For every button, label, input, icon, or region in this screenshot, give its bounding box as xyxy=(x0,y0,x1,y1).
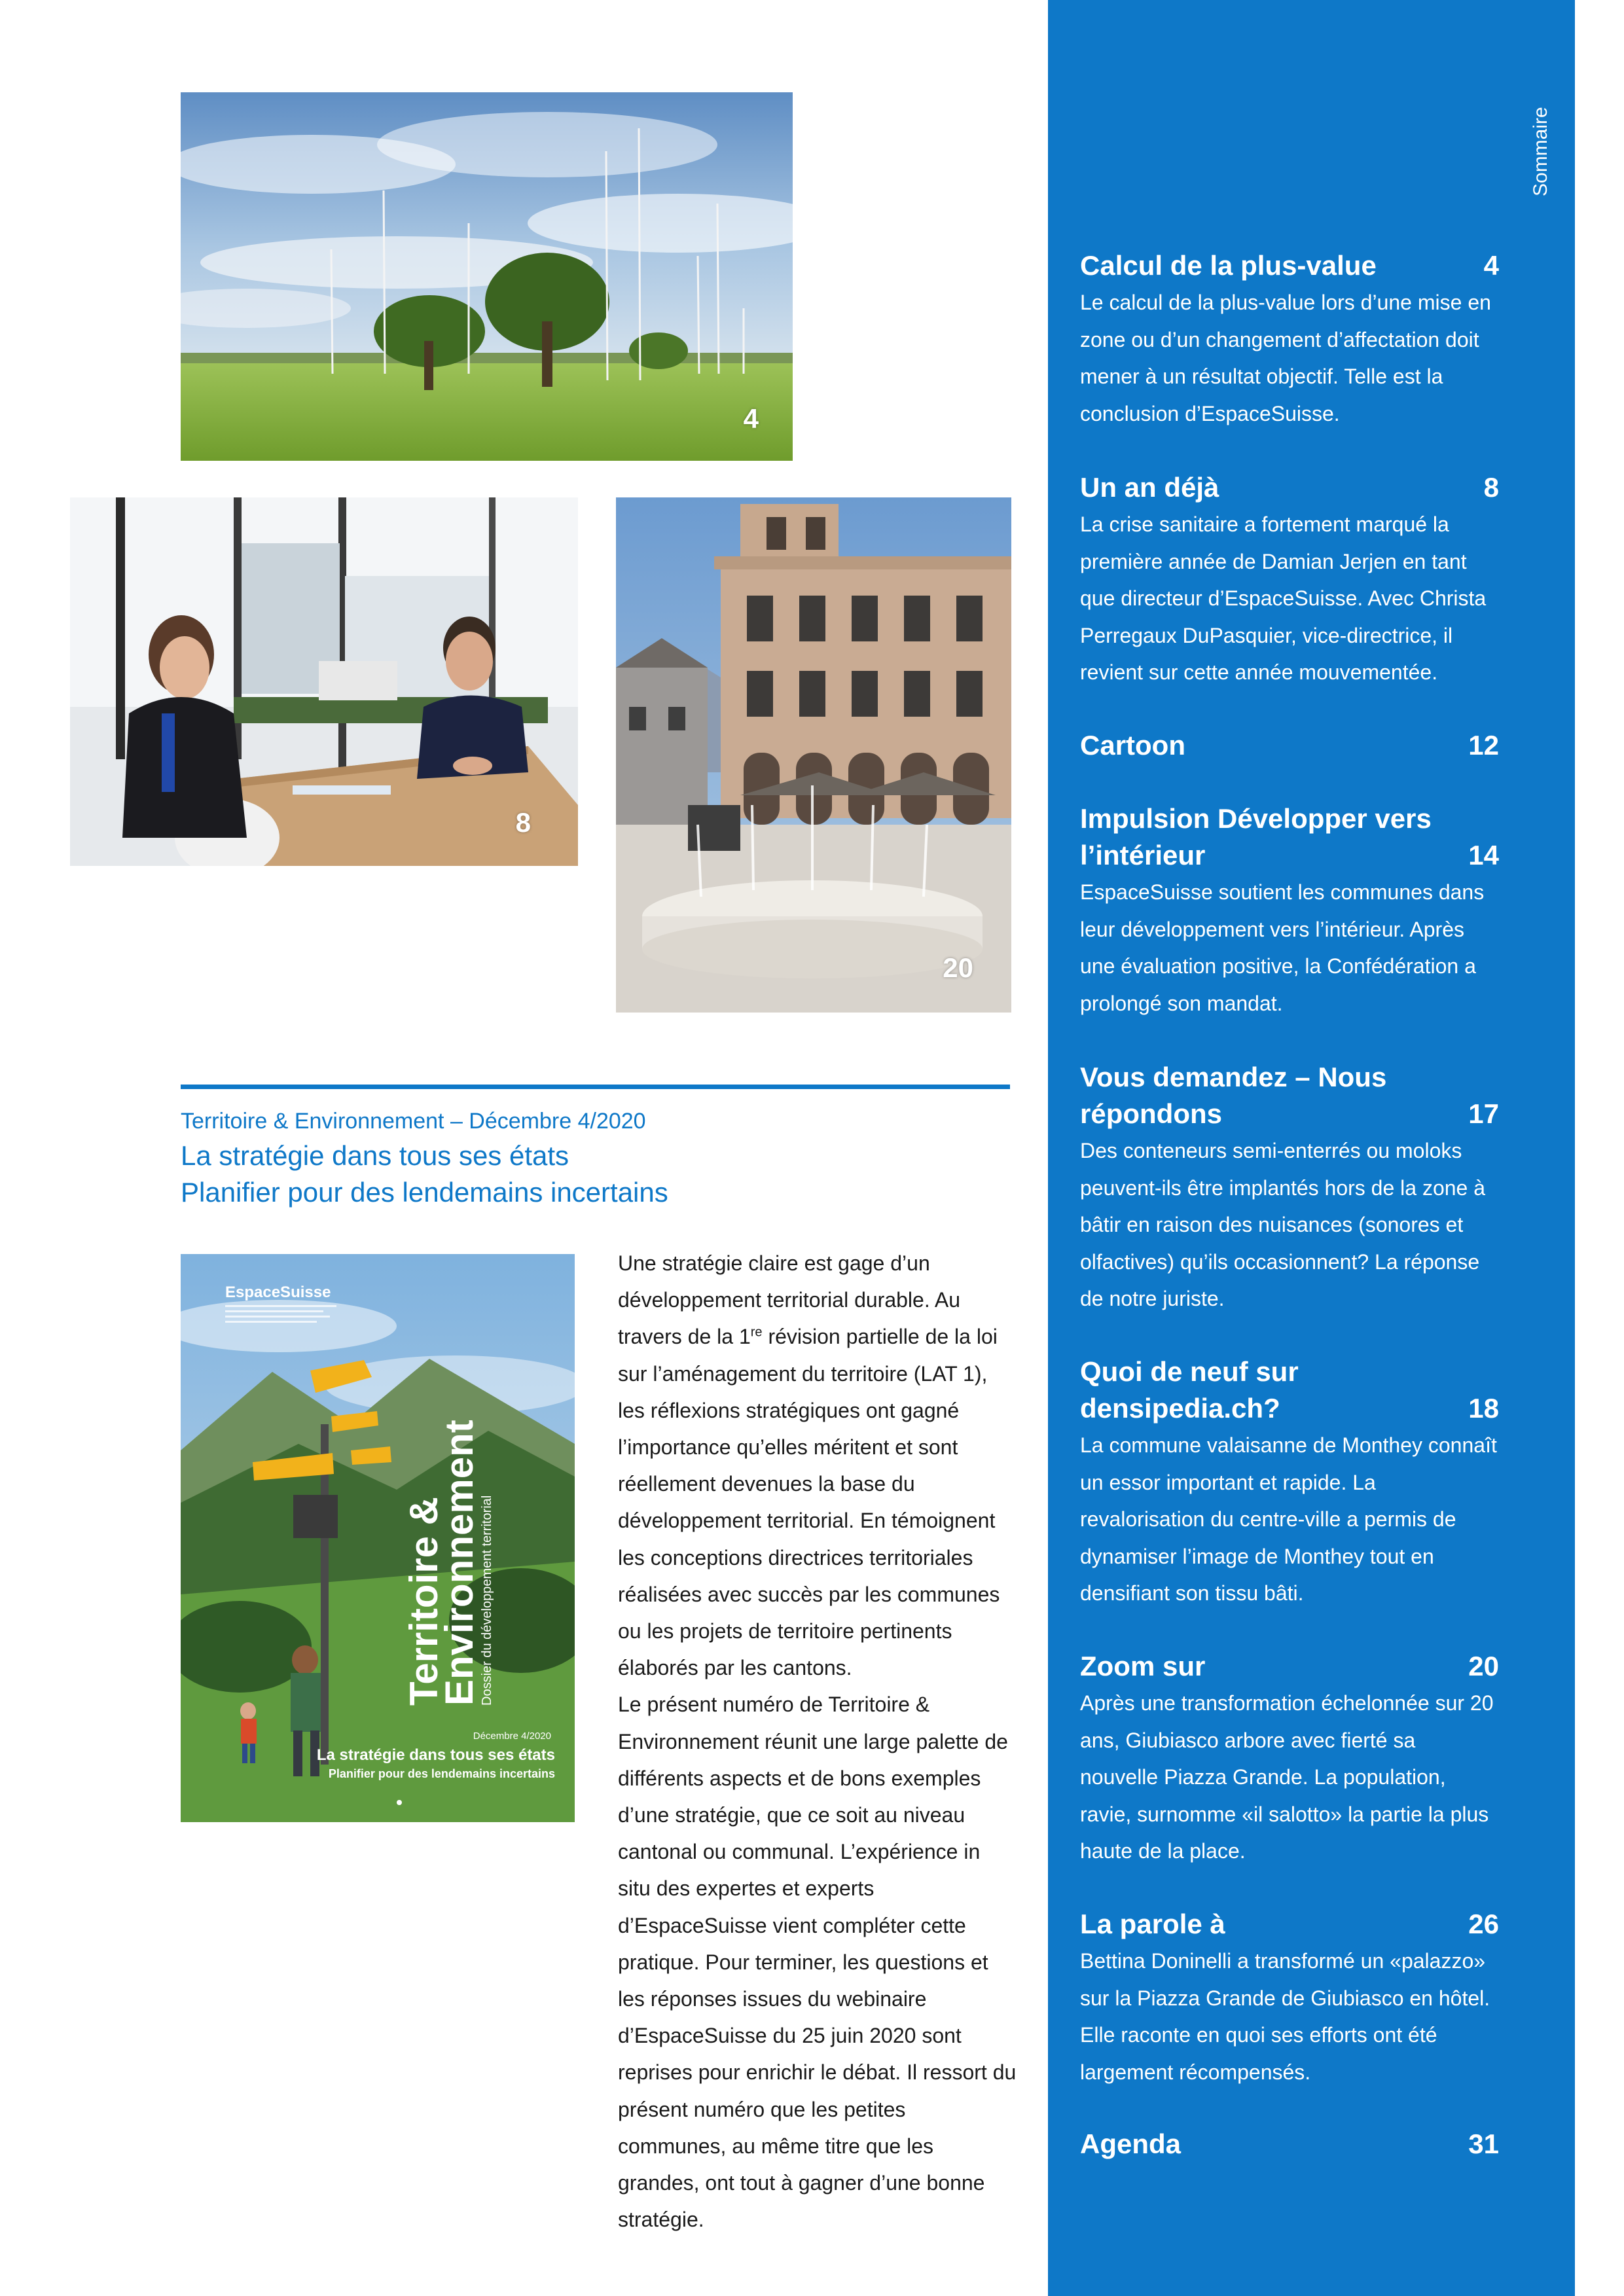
toc-description: EspaceSuisse soutient les communes dans leur développement vers l’intérieur. Après une évaluation positive, la Confédération a prolongé son mandat. xyxy=(1080,880,1485,1015)
magazine-cover[interactable] xyxy=(181,1254,575,1822)
toc-page-number: 14 xyxy=(1468,840,1499,870)
article-paragraph: Une stratégie claire est gage d’un développement territorial durable. Au travers de la 1re révision partielle de la loi sur l’aménagement du territoire (LAT 1), les réflexions stratégiques ont gagné l’importance qu’elles méritent et sont réellement devenues la base du développement territorial. En témoignent les conceptions directrices territoriales réalisées avec succès par les communes ou les projets de territoire pertinents élaborés par les cantons. xyxy=(618,1251,1000,1680)
toc-page-number: 17 xyxy=(1468,1098,1499,1129)
toc-title: Impulsion Développer vers l’intérieur xyxy=(1080,803,1432,870)
cover-brand: EspaceSuisse xyxy=(225,1283,331,1301)
toc-title: Zoom sur xyxy=(1080,1651,1206,1681)
toc-title: Quoi de neuf sur densipedia.ch? xyxy=(1080,1356,1299,1424)
toc-description: La crise sanitaire a fortement marqué la première année de Damian Jerjen en tant que directeur d’EspaceSuisse. Avec Christa Perregaux DuPasquier, vice-directrice, il revient sur cette année mouvementée. xyxy=(1080,512,1487,684)
toc-page-number: 12 xyxy=(1468,730,1499,761)
toc-title: Cartoon xyxy=(1080,730,1185,761)
article-title: La stratégie dans tous ses états Planifier pour des lendemains incertains xyxy=(181,1140,668,1208)
toc-title: Un an déjà xyxy=(1080,472,1219,503)
interview-photo xyxy=(70,497,578,866)
photo-page-number: 8 xyxy=(515,807,531,838)
toc-description: La commune valaisanne de Monthey connaît un essor important et rapide. La revalorisation du centre-ville a permis de dynamiser l’image de Monthey tout en densifiant son tissu bâti. xyxy=(1080,1433,1497,1605)
sidebar-label: Sommaire xyxy=(1530,107,1551,196)
toc-page-number: 20 xyxy=(1468,1651,1499,1681)
photo-page-number: 20 xyxy=(943,952,973,983)
toc-entry[interactable] xyxy=(1080,1906,1499,2090)
article-paragraph: Le présent numéro de Territoire & Environnement réunit une large palette de différents aspects et de bons exemples d’une stratégie, que ce soit au niveau cantonal ou communal. L’expérience in situ des expertes et experts d’EspaceSuisse vient compléter cette pratique. Pour terminer, les questions et les réponses issues du webinaire d’EspaceSuisse du 25 juin 2020 sont reprises pour enrichir le débat. Il ressort du présent numéro que les petites communes, au même titre que les grandes, ont tout à gagner d’une bonne stratégie. xyxy=(618,1693,1017,2232)
article-divider xyxy=(181,1085,1010,1089)
toc-title: Vous demandez – Nous répondons xyxy=(1080,1062,1387,1129)
toc-page-number: 31 xyxy=(1468,2128,1499,2159)
toc-entry[interactable] xyxy=(1080,1648,1499,1870)
toc-title: Agenda xyxy=(1080,2128,1182,2159)
toc-entry[interactable] xyxy=(1080,2126,1499,2162)
toc-entry[interactable] xyxy=(1080,247,1499,432)
article-body xyxy=(618,1245,1017,2238)
cover-subtitle: Planifier pour des lendemains incertains xyxy=(328,1767,555,1780)
toc-title: Calcul de la plus-value xyxy=(1080,250,1377,281)
toc-description: Après une transformation échelonnée sur 20 ans, Giubiasco arbore avec fierté sa nouvelle Piazza Grande. La population, ravie, surnomme «il salotto» la partie la plus haute de la place. xyxy=(1080,1691,1494,1863)
toc-title: La parole à xyxy=(1080,1909,1225,1939)
piazza-photo xyxy=(616,497,1011,1013)
toc-entry[interactable] xyxy=(1080,1354,1499,1612)
cover-dot xyxy=(397,1800,402,1805)
photo-page-number: 4 xyxy=(743,403,759,434)
toc-page-number: 18 xyxy=(1468,1393,1499,1424)
toc-entry[interactable] xyxy=(1080,1059,1499,1318)
toc-entry[interactable] xyxy=(1080,800,1499,1022)
cover-vertical-title: Territoire & Environnement Dossier du développement territorial xyxy=(402,1420,494,1706)
article-kicker: Territoire & Environnement – Décembre 4/2020 xyxy=(181,1109,646,1134)
toc-entry[interactable] xyxy=(1080,469,1499,691)
toc-page-number: 4 xyxy=(1483,250,1499,281)
cover-date: Décembre 4/2020 xyxy=(473,1731,551,1742)
toc-description: Des conteneurs semi-enterrés ou moloks peuvent-ils être implantés hors de la zone à bâtir en raison des nuisances (sonores et olfactives) qu’ils occasionnent? La réponse de notre juriste. xyxy=(1080,1139,1486,1310)
toc-description: Le calcul de la plus-value lors d’une mise en zone ou d’un changement d’affectation doit mener à un résultat objectif. Telle est la conclusion d’EspaceSuisse. xyxy=(1080,291,1491,425)
toc-page-number: 26 xyxy=(1468,1909,1499,1939)
meadow-photo xyxy=(181,92,793,461)
toc-page-number: 8 xyxy=(1483,472,1499,503)
toc-description: Bettina Doninelli a transformé un «palazzo» sur la Piazza Grande de Giubiasco en hôtel. Elle raconte en quoi ses efforts ont été largement récompensés. xyxy=(1080,1949,1490,2084)
toc-entry[interactable] xyxy=(1080,727,1499,764)
cover-title: La stratégie dans tous ses états xyxy=(316,1746,555,1764)
